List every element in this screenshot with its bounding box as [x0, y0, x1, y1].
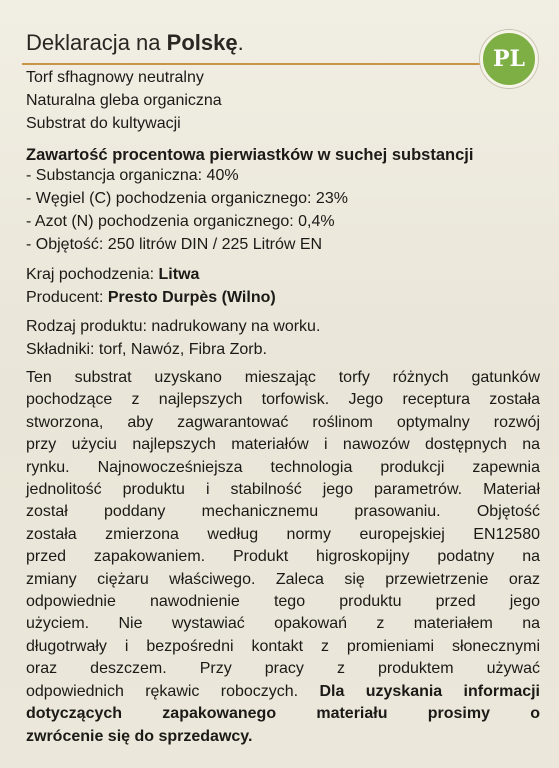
description-line: stworzona, aby zagwarantować roślinom optymalny rozwój [26, 413, 540, 431]
description-line: jednolitość produktu i stabilność jego parametrów. Materiał [26, 481, 540, 499]
description-line: został poddany mechanicznemu prasowaniu. Objętość [26, 503, 540, 521]
intro-line: Naturalna gleba organiczna [26, 92, 222, 109]
composition-item: - Substancja organiczna: 40% [26, 167, 239, 184]
description-line: użyciem. Nie wystawiać opakowań z materiałem na [26, 615, 540, 633]
intro-line: Substrat do kultywacji [26, 115, 181, 132]
description-line: przed zapakowaniem. Produkt higroskopijny podatny na [26, 548, 540, 566]
page-title [26, 30, 244, 56]
description-line: oraz deszczem. Przy pracy z produktem używać [26, 660, 540, 678]
contact-note-line: zwrócenie się do sprzedawcy. [26, 727, 253, 745]
title-prefix: Deklaracja na [26, 30, 167, 55]
contact-note-line: dotyczących zapakowanego materiału prosimy o [26, 705, 540, 723]
composition-item: - Węgiel (C) pochodzenia organicznego: 23% [26, 190, 348, 207]
country-label: Kraj pochodzenia: [26, 266, 159, 283]
product-type: Rodzaj produktu: nadrukowany na worku. [26, 318, 321, 335]
producer [26, 289, 276, 307]
description-line: została zmierzona według normy europejskiej EN12580 [26, 525, 540, 543]
producer-value: Presto Durpès (Wilno) [107, 289, 276, 306]
title-bold: Polskę [166, 30, 238, 55]
description-line: zmiany ciężaru właściwego. Zaleca się przewietrzenie oraz [26, 570, 540, 588]
country-of-origin [26, 266, 199, 284]
country-value: Litwa [158, 266, 200, 283]
description-line: odpowiednie nawodnienie tego produktu przed jego [26, 593, 540, 611]
ingredients: Składniki: torf, Nawóz, Fibra Zorb. [26, 341, 267, 358]
producer-label: Producent: [26, 289, 108, 306]
description-line: Ten substrat uzyskano mieszając torfy różnych gatunków [26, 369, 540, 386]
composition-item: - Azot (N) pochodzenia organicznego: 0,4% [26, 213, 335, 230]
country-badge: PL [480, 30, 538, 88]
composition-item: - Objętość: 250 litrów DIN / 225 Litrów EN [26, 236, 323, 253]
description-line: przy użyciu najlepszych materiałów i nawozów dostępnych na [26, 436, 540, 454]
description-line-mixed [26, 681, 540, 703]
title-divider [22, 63, 500, 65]
intro-line: Torf sfhagnowy neutralny [26, 69, 204, 86]
description-line: długotrwały i bezpośredni kontakt z promieniami słonecznymi [26, 637, 540, 655]
contact-note-start: Dla uzyskania informacji [319, 682, 541, 700]
composition-heading: Zawartość procentowa pierwiastków w suchej substancji [26, 146, 474, 164]
description-line: rynku. Najnowocześniejsza technologia produkcji zapewnia [26, 458, 540, 476]
description-line: pochodzące z najlepszych torfowisk. Jego receptura została [26, 391, 540, 409]
description-paragraph [26, 367, 540, 748]
description-plain: odpowiednich rękawic roboczych. [26, 682, 320, 700]
title-suffix: . [237, 30, 244, 55]
